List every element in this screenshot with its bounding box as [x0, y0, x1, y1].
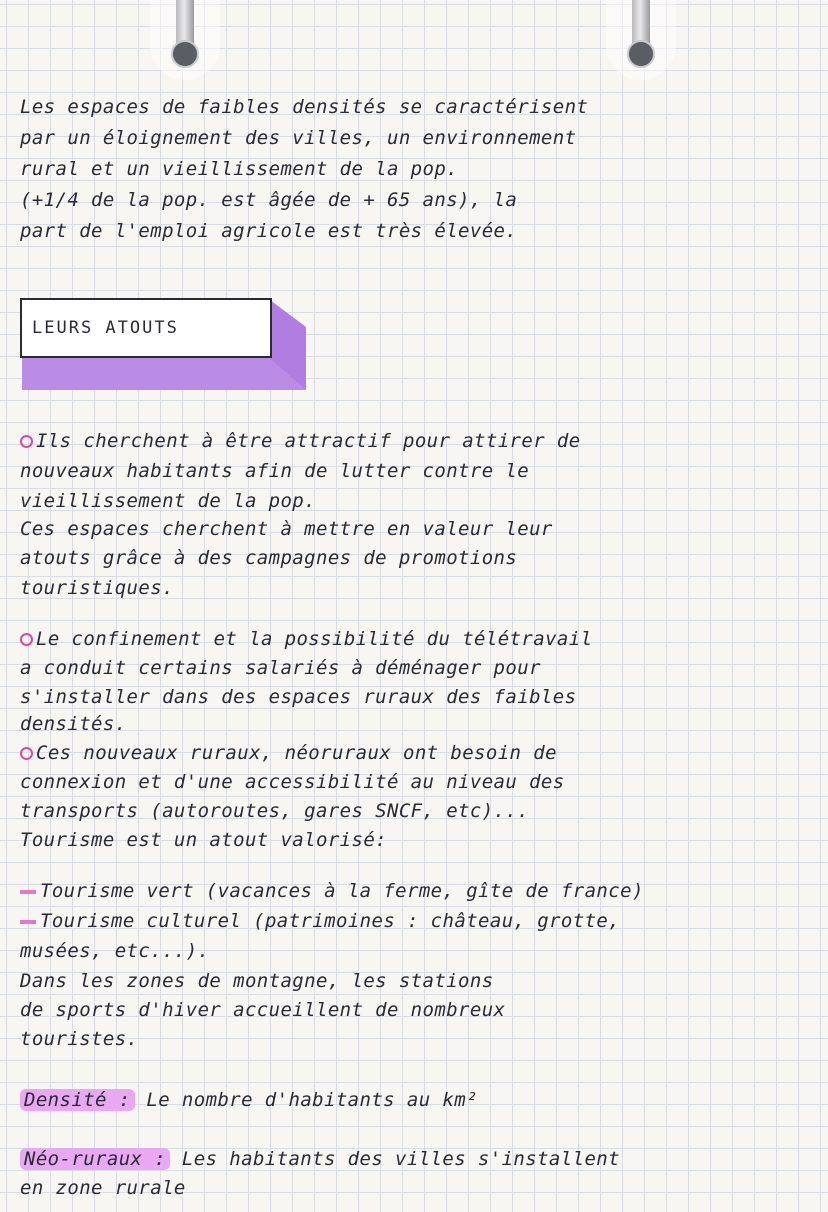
- body-line-6: touristiques.: [20, 577, 174, 599]
- body-line-16: Tourisme culturel (patrimoines : château, grotte,: [20, 910, 820, 932]
- body-line-13: transports (autoroutes, gares SNCF, etc)...: [20, 800, 530, 822]
- definition-neo-text-2: en zone rurale: [20, 1177, 186, 1199]
- body-line-9: s'installer dans des espaces ruraux des faibles: [20, 686, 577, 708]
- body-line-7: Le confinement et la possibilité du télétravail: [20, 628, 820, 650]
- intro-line-2: par un éloignement des villes, un environnement: [20, 127, 577, 149]
- body-line-3: vieillissement de la pop.: [20, 490, 316, 512]
- binder-ring-left: [176, 0, 194, 62]
- intro-line-1: Les espaces de faibles densités se caractérisent: [20, 96, 589, 118]
- definition-neo-term: Néo-ruraux :: [20, 1148, 170, 1170]
- body-line-1: Ils cherchent à être attractif pour attirer de: [20, 430, 820, 452]
- body-line-14: Tourisme est un atout valorisé:: [20, 829, 388, 851]
- body-line-8: a conduit certains salariés à déménager pour: [20, 657, 541, 679]
- definition-neo-ruraux: [20, 1148, 820, 1170]
- dash-icon: [20, 890, 36, 894]
- title-box-bottom-face: [22, 356, 306, 390]
- body-line-18: Dans les zones de montagne, les stations: [20, 970, 494, 992]
- body-line-2: nouveaux habitants afin de lutter contre le: [20, 460, 530, 482]
- body-line-5: atouts grâce à des campagnes de promotions: [20, 547, 518, 569]
- definition-density-term: Densité :: [20, 1089, 135, 1111]
- definition-density-text: Le nombre d'habitants au km²: [146, 1089, 478, 1111]
- body-line-19: de sports d'hiver accueillent de nombreux: [20, 999, 506, 1021]
- bullet-icon: [20, 747, 33, 760]
- body-line-15: Tourisme vert (vacances à la ferme, gîte de france): [20, 880, 820, 902]
- body-line-20: touristes.: [20, 1028, 139, 1050]
- binder-ring-right: [632, 0, 650, 62]
- definition-neo-text-1: Les habitants des villes s'installent: [181, 1148, 620, 1170]
- bullet-icon: [20, 435, 33, 448]
- intro-line-5: part de l'emploi agricole est très élevée.: [20, 220, 518, 242]
- dash-icon: [20, 920, 36, 924]
- intro-line-4: (+1/4 de la pop. est âgée de + 65 ans), la: [20, 189, 518, 211]
- body-line-12: connexion et d'une accessibilité au niveau des: [20, 771, 565, 793]
- body-line-17: musées, etc...).: [20, 940, 210, 962]
- body-line-10: densités.: [20, 713, 127, 735]
- body-line-11: Ces nouveaux ruraux, néoruraux ont besoin de: [20, 742, 820, 764]
- section-title: LEURS ATOUTS: [32, 318, 179, 338]
- definition-density: [20, 1089, 820, 1111]
- bullet-icon: [20, 633, 33, 646]
- body-line-4: Ces espaces cherchent à mettre en valeur leur: [20, 518, 553, 540]
- intro-line-3: rural et un vieillissement de la pop.: [20, 158, 459, 180]
